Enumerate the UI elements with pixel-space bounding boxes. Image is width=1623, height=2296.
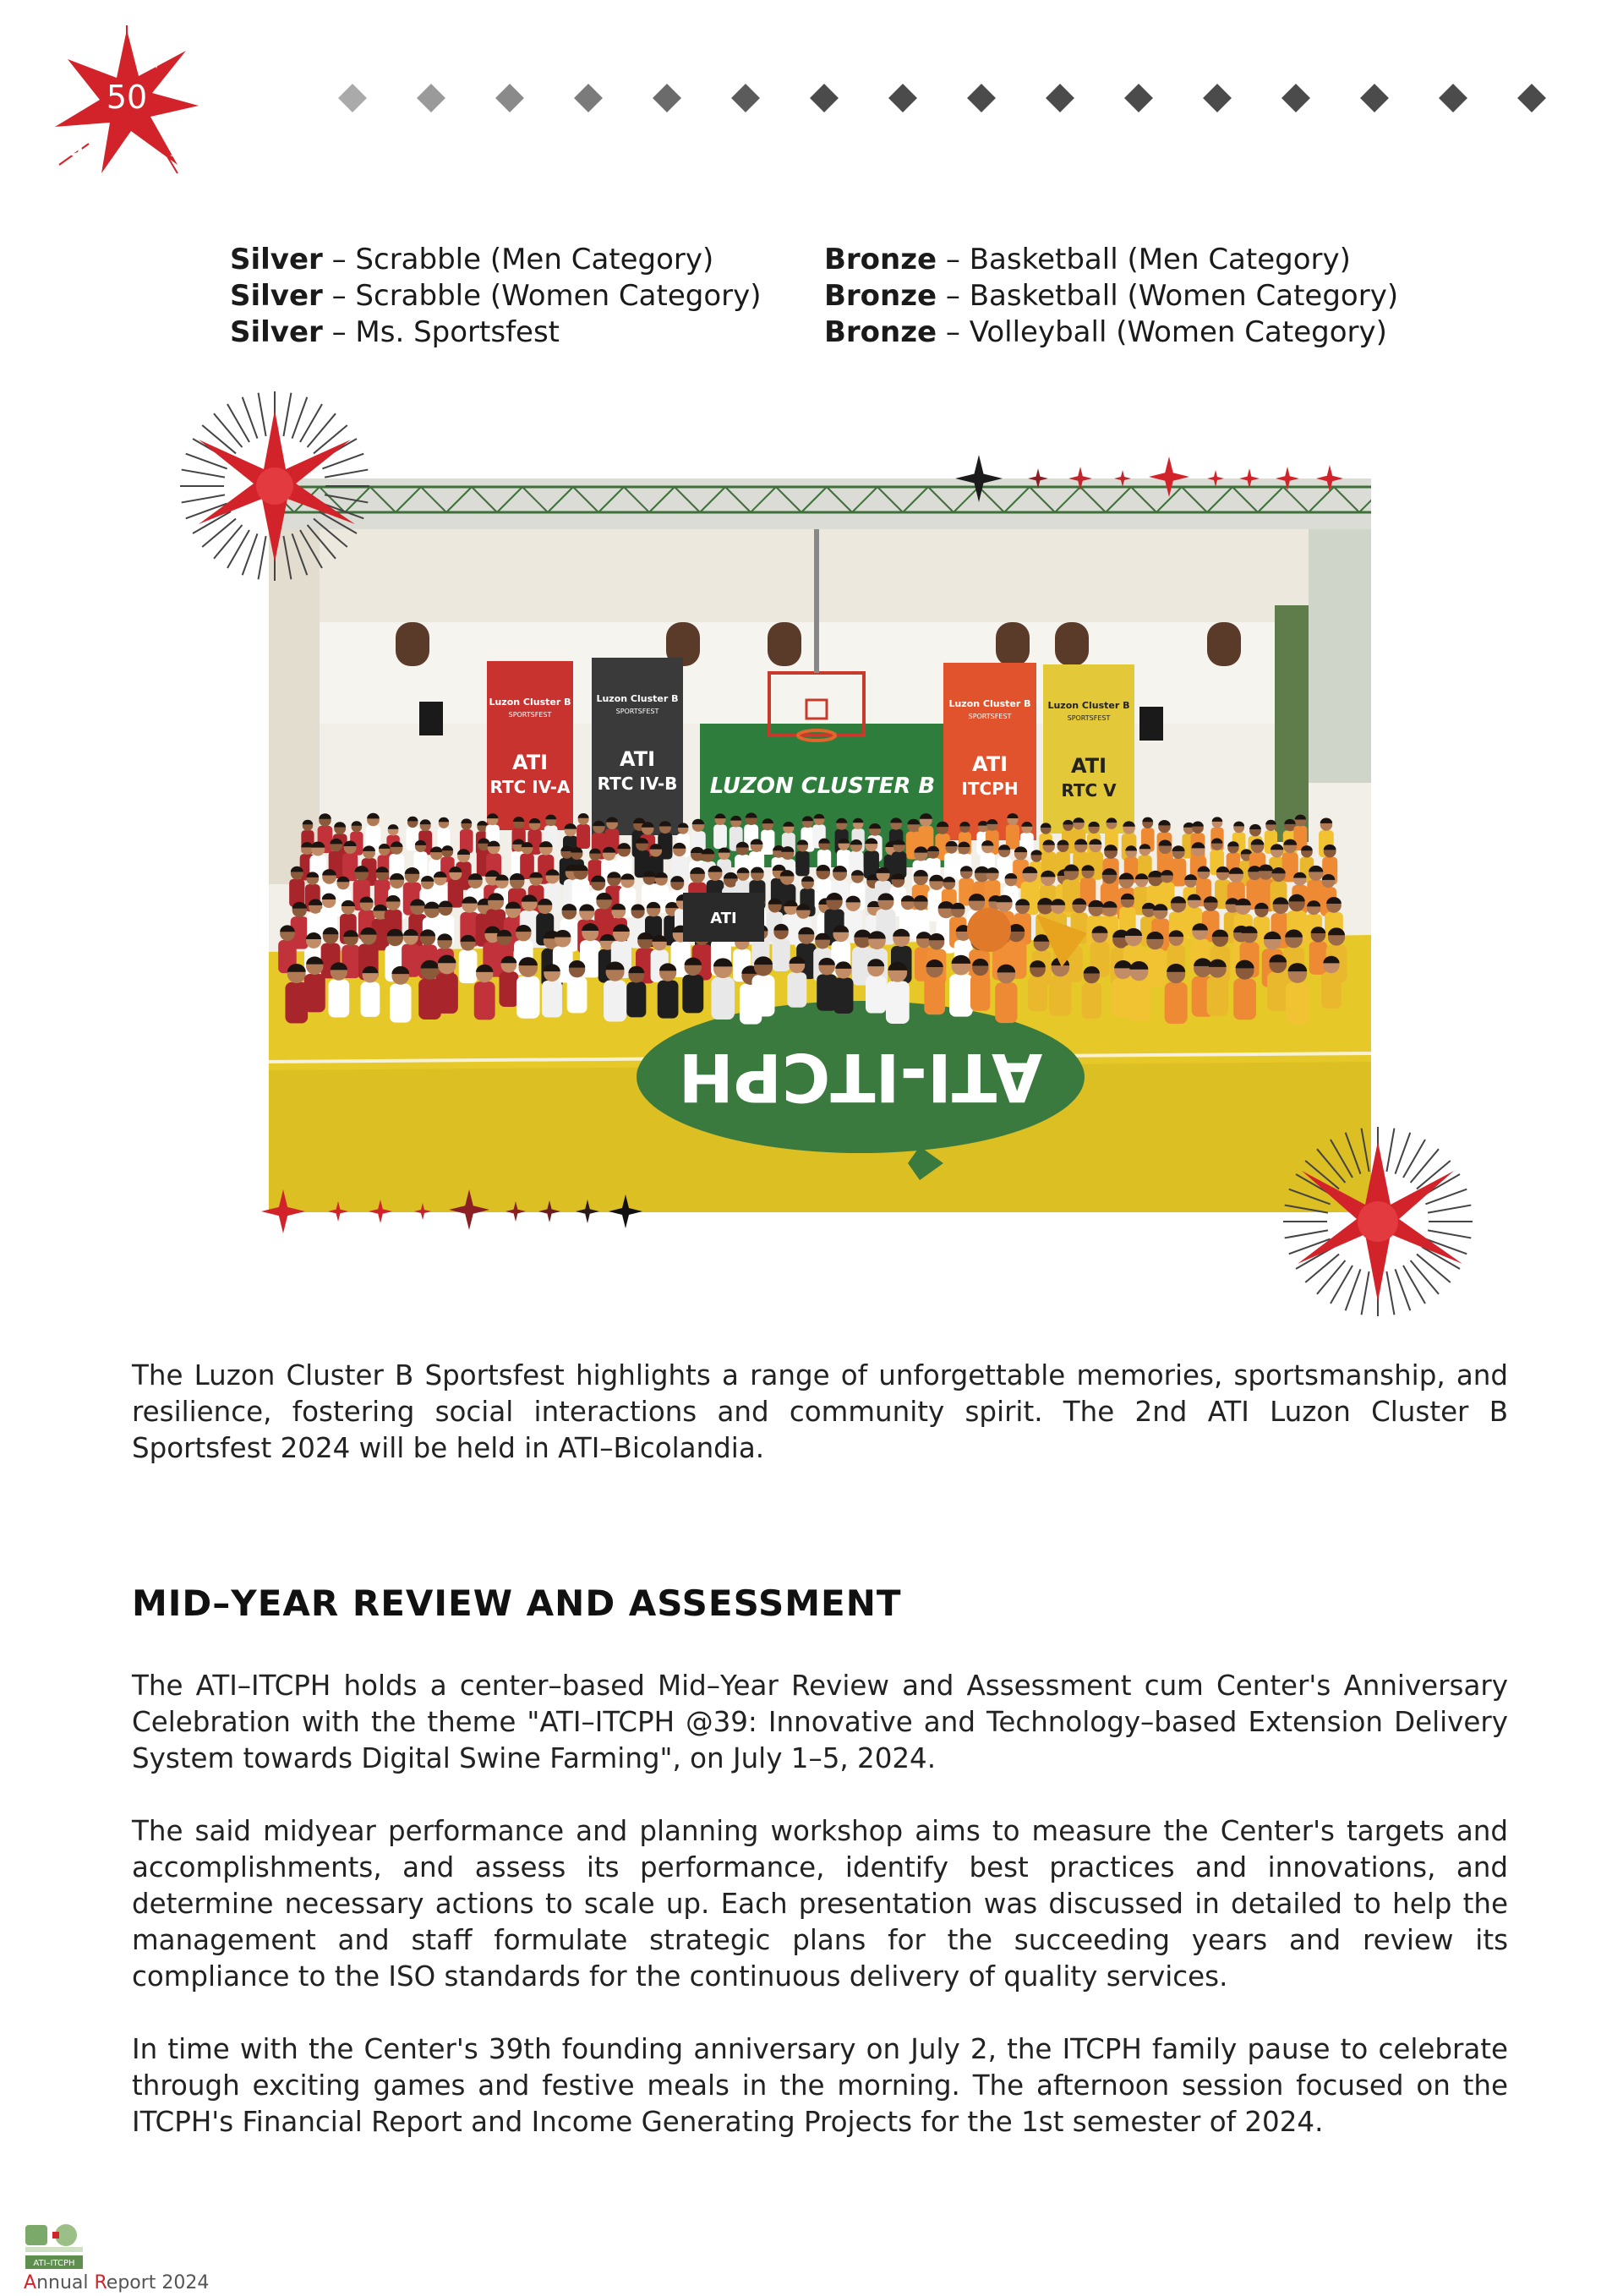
star-icon [1068, 467, 1092, 490]
star-icon [1276, 467, 1299, 490]
team-banner-title: Luzon Cluster B [948, 698, 1031, 709]
footer-report-label [24, 2272, 209, 2293]
medal-rank: Bronze [824, 243, 937, 276]
star-icon [449, 1189, 489, 1230]
diamond-icon [417, 84, 445, 112]
team-banner-sub: SPORTSFEST [615, 708, 659, 715]
team-banner-sub: SPORTSFEST [1067, 714, 1111, 722]
star-icon [955, 455, 1003, 502]
star-icon [609, 1194, 642, 1228]
review-paragraph-1: The ATI–ITCPH holds a center–based Mid–Year Review and Assessment cum Center's Anniversary Celebration with the theme "ATI–ITCPH @39: Innovative and Technology–based Extension Delivery System towards Digital Swine Farming", on July 1–5, 2024. [132, 1670, 1508, 1774]
medal-item [824, 314, 1398, 351]
review-paragraph-3: In time with the Center's 39th founding anniversary on July 2, the ITCPH family pause to celebrate through exciting games and festive meals in the morning. The afternoon session focused on the ITCPH's Financial Report and Income Generating Projects for the 1st semester of 2024. [132, 2033, 1508, 2138]
team-banner [1043, 664, 1134, 834]
sportsfest-paragraph: The Luzon Cluster B Sportsfest highlights a range of unforgettable memories, sportsmanship, and resilience, fostering social interactions and community spirit. The 2nd ATI Luzon Cluster B Sportsfest 2024 will be held in ATI–Bicolandia. [132, 1359, 1508, 1464]
section-heading: MID–YEAR REVIEW AND ASSESSMENT [132, 1583, 902, 1624]
footer-word-annual: nnual [36, 2272, 95, 2293]
medal-event: – Volleyball (Women Category) [937, 315, 1387, 349]
group-photo [269, 478, 1371, 1212]
diamond-icon [338, 84, 367, 112]
medal-item [230, 314, 762, 351]
medal-rank: Silver [230, 315, 323, 349]
ati-itcph-logo-icon [24, 2222, 85, 2271]
diamond-icon [653, 84, 681, 112]
medal-event: – Scrabble (Women Category) [322, 279, 762, 313]
medal-item [824, 242, 1398, 278]
speaker-right [1139, 707, 1163, 741]
medal-rank: Silver [230, 243, 323, 276]
medal-list-silver [230, 242, 762, 351]
svg-text:ATI: ATI [710, 910, 737, 927]
medal-list-bronze [824, 242, 1398, 351]
diamond-icon [1439, 84, 1467, 112]
diamond-icon [1203, 84, 1232, 112]
star-icon [328, 1201, 348, 1222]
star-icon [369, 1200, 392, 1223]
team-banner [592, 658, 683, 835]
diamond-icon [967, 84, 996, 112]
star-icon [1149, 456, 1189, 497]
star-icon [1114, 470, 1131, 487]
medal-item [824, 278, 1398, 314]
medal-event: – Ms. Sportsfest [322, 315, 560, 349]
star-icon [538, 1200, 560, 1222]
page-number: 50 [106, 79, 148, 116]
starburst-bottom-right-icon [1281, 1124, 1475, 1319]
star-icon [1028, 468, 1048, 489]
footer-word-report: eport 2024 [106, 2272, 210, 2293]
diamond-decoration-row [342, 88, 1572, 113]
medal-event: – Scrabble (Men Category) [322, 243, 714, 276]
star-icon [261, 1189, 305, 1233]
footer-letter-a: A [24, 2272, 37, 2293]
star-icon [1316, 465, 1343, 492]
team-banner-name1: ATI [971, 752, 1008, 776]
floor-logo-text: ATI-ITCPH [678, 1038, 1043, 1114]
diamond-icon [1517, 84, 1546, 112]
medal-rank: Silver [230, 279, 323, 313]
medal-rank: Bronze [824, 279, 937, 313]
team-banner-name1: ATI [619, 747, 656, 771]
team-banner-name2: ITCPH [961, 779, 1019, 799]
star-icon [414, 1203, 431, 1220]
center-banner-text: LUZON CLUSTER B [709, 774, 936, 799]
star-icon [1239, 468, 1260, 489]
team-banner-name1: ATI [511, 751, 549, 774]
star-icon [576, 1200, 599, 1223]
team-banner-name2: RTC V [1061, 780, 1117, 801]
diamond-icon [1281, 84, 1310, 112]
team-banner-name2: RTC IV-B [597, 774, 678, 794]
team-banner [487, 661, 573, 830]
team-banner-sub: SPORTSFEST [968, 713, 1012, 720]
team-banner-title: Luzon Cluster B [596, 693, 679, 704]
diamond-icon [810, 84, 839, 112]
diamond-icon [1360, 84, 1389, 112]
diamond-icon [574, 84, 603, 112]
team-banner-name1: ATI [1070, 754, 1107, 778]
diamond-icon [495, 84, 524, 112]
star-icon [505, 1201, 526, 1222]
diamond-icon [1124, 84, 1153, 112]
starburst-top-left-icon [178, 389, 372, 583]
medal-event: – Basketball (Men Category) [937, 243, 1351, 276]
group-photo-illustration [269, 478, 1371, 1212]
speaker-left [419, 702, 443, 735]
medal-item [230, 278, 762, 314]
star-row-top-right-icon [954, 446, 1351, 506]
team-banner-title: Luzon Cluster B [1047, 700, 1130, 711]
medal-item [230, 242, 762, 278]
medal-event: – Basketball (Women Category) [937, 279, 1399, 313]
team-banner-name2: RTC IV-A [489, 777, 571, 797]
review-paragraph-2: The said midyear performance and planning workshop aims to measure the Center's targets and accomplishments, and assess its performance, identify best practices and innovations, and determine necessary actions to scale up. Each presentation was discussed in detailed to help the management and staff formulate strategic plans for the succeeding years and review its compliance to the ISO standards for the continuous delivery of quality services. [132, 1815, 1508, 1993]
team-banner-sub: SPORTSFEST [508, 711, 552, 719]
logo-caption: ATI–ITCPH [33, 2259, 75, 2268]
diamond-icon [888, 84, 917, 112]
diamond-icon [731, 84, 760, 112]
team-banner [943, 663, 1036, 840]
star-row-bottom-left-icon [254, 1179, 651, 1238]
star-icon [1207, 470, 1224, 487]
diamond-icon [1046, 84, 1074, 112]
footer-letter-r: R [94, 2272, 107, 2293]
team-banner-title: Luzon Cluster B [489, 697, 571, 708]
medal-rank: Bronze [824, 315, 937, 349]
